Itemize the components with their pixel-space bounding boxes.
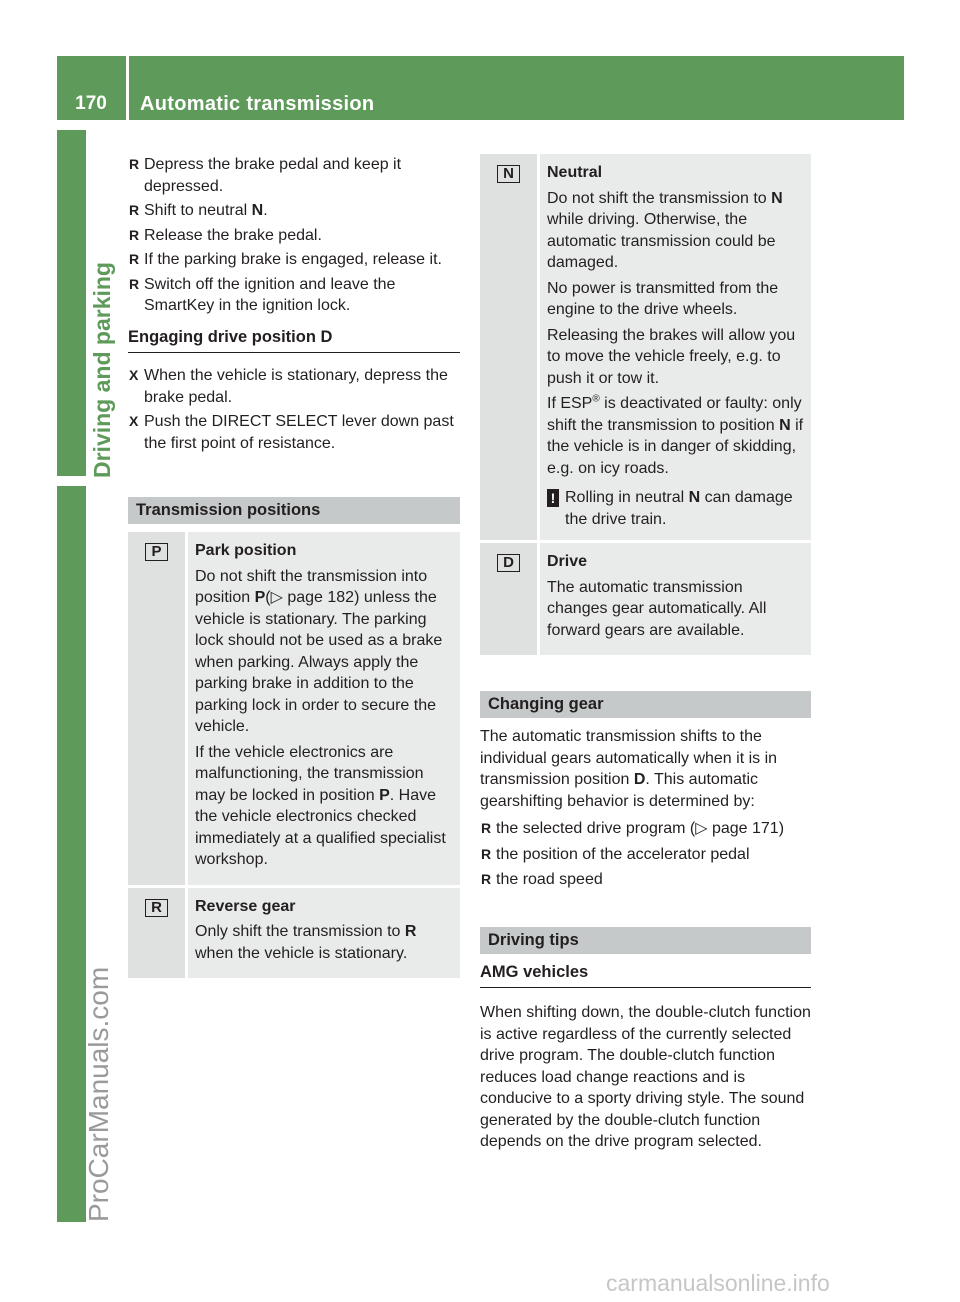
bold-run: N [688,489,701,506]
warning-icon: ! [547,489,559,507]
step-list [128,154,460,317]
list-item: R the selected drive program (▷ page 171) [480,818,811,840]
text-run: If ESP [547,395,593,412]
table-row [480,543,811,655]
bold-run: D [633,771,646,788]
text-run: Rolling in neutral [565,489,689,506]
bold-run: N [771,189,783,207]
gear-symbol-cell [128,532,185,885]
bold-run: N [779,416,791,434]
gear-description-cell [188,532,460,885]
changing-gear-heading: Changing gear [480,691,811,718]
driving-tips-heading: Driving tips [480,927,811,954]
right-column [480,154,811,1159]
page-number: 170 [75,93,107,114]
list-item: R the position of the accelerator pedal [480,844,811,866]
park-symbol-icon: P [145,543,168,561]
gear-symbol-cell [128,888,185,979]
table-row [480,154,811,540]
gearshift-factors-list [480,818,811,891]
side-section-label: Driving and parking [89,262,115,478]
text-run: If the vehicle electronics are malfunctioning, the transmission may be locked in position [195,743,424,804]
list-item [128,200,460,222]
engaging-steps [128,365,460,454]
gear-symbol-cell [480,543,537,655]
side-watermark: ProCarManuals.com [83,966,114,1222]
neutral-symbol-icon: N [497,165,520,183]
engaging-heading: Engaging drive position D [128,327,460,354]
text-run: . This automatic gearshifting behavior is determined by: [480,771,759,810]
gear-paragraph: No power is transmitted from the engine to the drive wheels. [547,279,779,318]
text-run: if the vehicle is in danger of skidding, e.g. on icy roads. [547,416,804,477]
list-item: X Push the DIRECT SELECT lever down past the first point of resistance. [128,411,460,454]
text-run: unless the vehicle is stationary. The parking lock should not be used as a brake when parking. Always apply the parking brake in addition to the parking lock in order to secure the vehicle. [195,589,443,735]
list-item: R Release the brake pedal. [128,225,460,247]
warning-text [565,487,805,530]
text-run: can damage the drive train. [565,489,793,528]
list-item: X When the vehicle is stationary, depress the brake pedal. [128,365,460,408]
page-reference: (▷ page 182) [265,589,360,606]
gear-paragraph [195,566,454,738]
left-column [128,154,460,981]
gear-description-cell [540,154,811,540]
gear-table-continued [480,154,811,655]
gear-title: Park position [195,542,297,559]
gear-paragraph [547,188,805,274]
amg-paragraph: When shifting down, the double-clutch function is active regardless of the currently selected drive program. The double-clutch function reduces load change reactions and is conducive to a sporty driving style. The sound generated by the double-clutch function depends on the drive program selected. [480,1004,811,1150]
gear-table [128,532,460,978]
list-item: R If the parking brake is engaged, release it. [128,249,460,271]
text-run: The automatic transmission shifts to the individual gears automatically when it is in transmission position [480,728,778,788]
gear-description-cell [188,888,460,979]
transmission-positions-heading: Transmission positions [128,497,460,524]
amg-vehicles-heading: AMG vehicles [480,962,811,989]
gear-description-cell [540,543,811,655]
list-item: R the road speed [480,869,811,891]
text-run: Do not shift the transmission to [547,189,772,207]
gear-paragraph: Releasing the brakes will allow you to move the vehicle freely, e.g. to push it or tow it. [547,326,796,387]
text-run: Only shift the transmission to [195,923,405,940]
footer-watermark: carmanualsonline.info [606,1270,830,1296]
text-run: while driving. Otherwise, the automatic transmission could be damaged. [547,211,776,271]
changing-gear-paragraph [480,726,811,812]
text-run: is deactivated or faulty: only shift the transmission to position [547,395,802,434]
reverse-symbol-icon: R [145,899,168,917]
bold-run: P [254,589,266,606]
gear-title: Reverse gear [195,897,296,915]
list-item: R Switch off the ignition and leave the SmartKey in the ignition lock. [128,274,460,317]
gear-paragraph: The automatic transmission changes gear automatically. All forward gears are available. [547,578,767,639]
table-row [128,532,460,885]
gear-symbol-cell [480,154,537,540]
bold-run: R [404,923,417,940]
gear-paragraph [195,742,454,871]
text-run: Do not shift the transmission into position [195,567,428,606]
side-tab-band [57,130,86,476]
list-item: R Depress the brake pedal and keep it depressed. [128,154,460,197]
gear-title: Neutral [547,164,603,181]
gear-paragraph [195,921,454,964]
gear-title: Drive [547,553,588,570]
table-row [128,888,460,979]
text-run: . Have the vehicle electronics checked immediately at a qualified specialist workshop. [195,786,446,868]
page-title: Automatic transmission [140,93,375,115]
registered-mark: ® [592,393,600,405]
gear-paragraph [547,393,805,479]
warning-note [547,487,805,530]
text-run: when the vehicle is stationary. [195,944,408,962]
drive-symbol-icon: D [497,554,520,572]
header-separator [126,56,129,120]
step-text: Shift to neutral N. [144,202,268,219]
bold-run: P [379,786,390,804]
